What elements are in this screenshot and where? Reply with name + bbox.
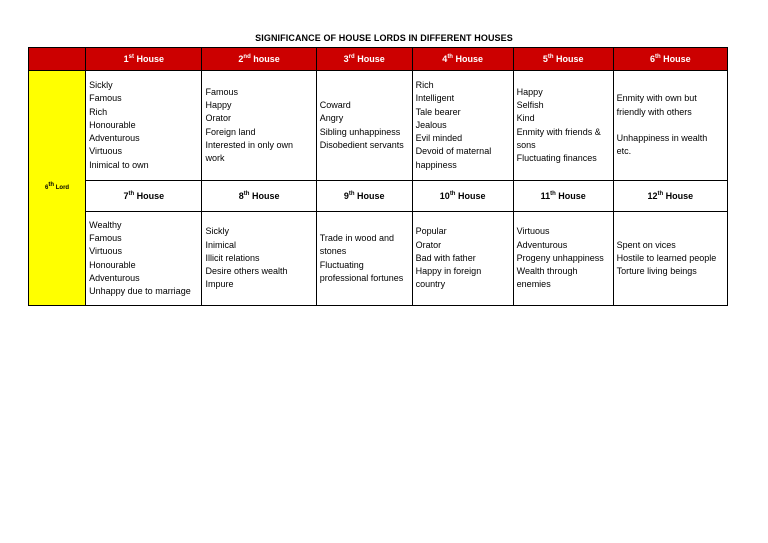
subheader-cell: 7th House — [86, 181, 202, 212]
subheader-row — [29, 181, 728, 212]
header-cell: 1st House — [86, 48, 202, 71]
table-cell: Sickly Inimical Illicit relations Desire others wealth Impure — [202, 212, 316, 306]
row-houses-7-12 — [29, 212, 728, 306]
table-cell: Rich Intelligent Tale bearer Jealous Evil minded Devoid of maternal happiness — [412, 71, 513, 181]
table-cell: Wealthy Famous Virtuous Honourable Adventurous Unhappy due to marriage — [86, 212, 202, 306]
table-cell: Famous Happy Orator Foreign land Interested in only own work — [202, 71, 316, 181]
table-cell: Spent on vices Hostile to learned people Torture living beings — [613, 212, 727, 306]
row-houses-1-6 — [29, 71, 728, 181]
table-cell: Coward Angry Sibling unhappiness Disobedient servants — [316, 71, 412, 181]
subheader-cell: 9th House — [316, 181, 412, 212]
table-cell: Trade in wood and stones Fluctuating professional fortunes — [316, 212, 412, 306]
lord-label: 6th Lord — [29, 71, 86, 306]
header-cell: 3rd House — [316, 48, 412, 71]
subheader-cell: 8th House — [202, 181, 316, 212]
page-title: SIGNIFICANCE OF HOUSE LORDS IN DIFFERENT HOUSES — [255, 33, 513, 43]
table-cell: Popular Orator Bad with father Happy in foreign country — [412, 212, 513, 306]
table-cell: Sickly Famous Rich Honourable Adventurous Virtuous Inimical to own — [86, 71, 202, 181]
house-lords-table — [28, 47, 728, 306]
subheader-cell: 12th House — [613, 181, 727, 212]
header-cell: 5th House — [513, 48, 613, 71]
subheader-cell: 11th House — [513, 181, 613, 212]
header-cell: 4th House — [412, 48, 513, 71]
table-cell: Enmity with own but friendly with others Unhappiness in wealth etc. — [613, 71, 727, 181]
header-cell: 6th House — [613, 48, 727, 71]
table-cell: Virtuous Adventurous Progeny unhappiness Wealth through enemies — [513, 212, 613, 306]
table-cell: Happy Selfish Kind Enmity with friends & sons Fluctuating finances — [513, 71, 613, 181]
header-cell: 2nd house — [202, 48, 316, 71]
header-corner — [29, 48, 86, 71]
subheader-cell: 10th House — [412, 181, 513, 212]
header-row — [29, 48, 728, 71]
